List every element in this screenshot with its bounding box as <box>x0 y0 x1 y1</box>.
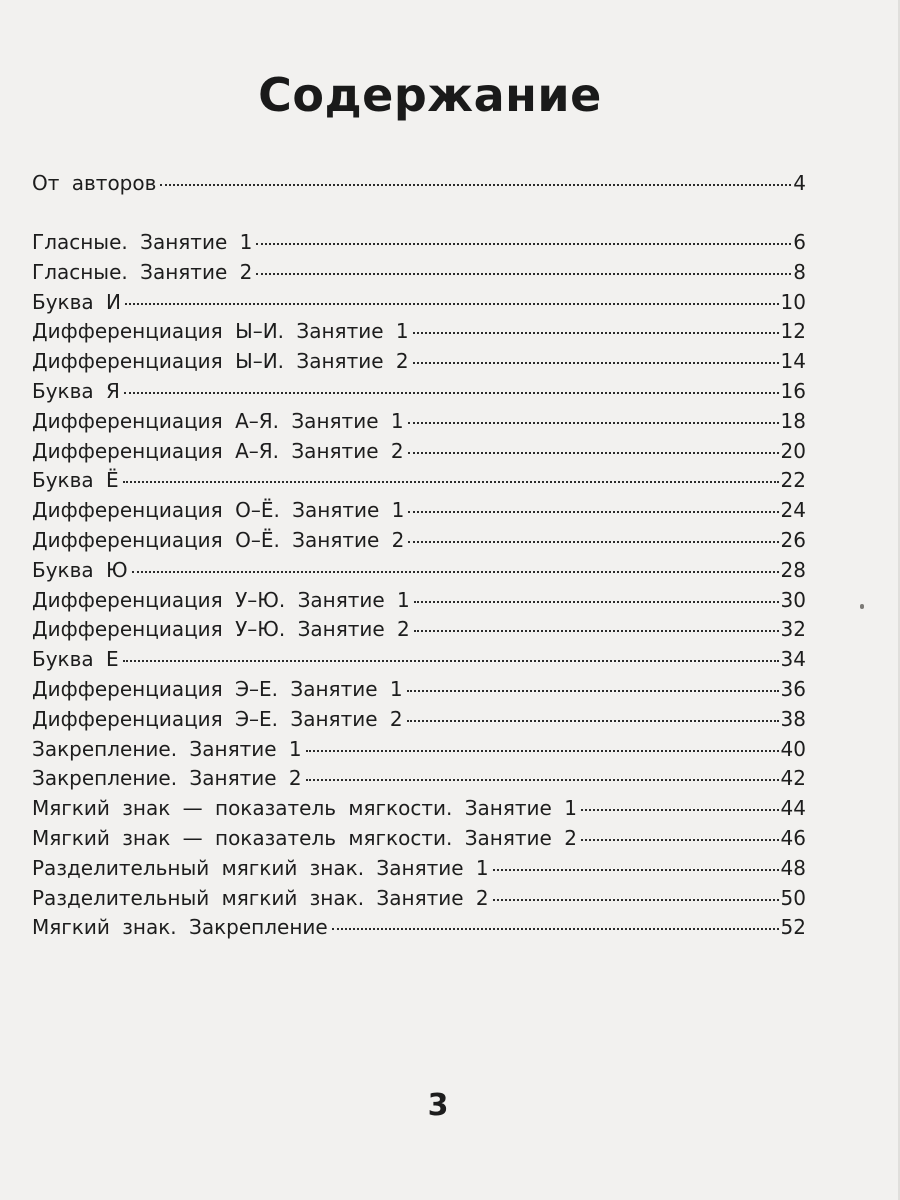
toc-entry-title: Буква Е <box>32 647 119 671</box>
toc-entry-title: Буква Ё <box>32 468 119 492</box>
toc-entry-title: Гласные. Занятие 2 <box>32 260 253 284</box>
dot-leader <box>160 184 791 186</box>
dot-leader <box>408 541 778 543</box>
toc-entry <box>32 734 806 764</box>
toc-entry <box>32 495 806 525</box>
toc-entry <box>32 436 806 466</box>
print-speck <box>860 604 864 609</box>
toc-entry-title: Дифференциация Ы–И. Занятие 1 <box>32 319 409 343</box>
dot-leader <box>306 779 779 781</box>
toc-entry <box>32 525 806 555</box>
toc-entry-page: 20 <box>780 439 806 463</box>
toc-entry-page: 12 <box>780 319 806 343</box>
dot-leader <box>408 422 779 424</box>
toc-entry-page: 36 <box>780 677 806 701</box>
toc-entry-title: Буква И <box>32 290 121 314</box>
toc-entry <box>32 465 806 495</box>
toc-entry <box>32 227 806 257</box>
toc-entry-title: Разделительный мягкий знак. Занятие 1 <box>32 856 489 880</box>
toc-entry <box>32 346 806 376</box>
toc-entry <box>32 555 806 585</box>
dot-leader <box>408 511 778 513</box>
toc-entry <box>32 257 806 287</box>
toc-entry <box>32 793 806 823</box>
page-title: Содержание <box>258 68 602 122</box>
dot-leader <box>413 362 779 364</box>
toc-entry-page: 34 <box>780 647 806 671</box>
toc-entry-page: 38 <box>780 707 806 731</box>
toc-entry-page: 44 <box>780 796 806 820</box>
toc-entry-page: 6 <box>793 230 806 254</box>
toc-entry-title: Дифференциация Ы–И. Занятие 2 <box>32 349 409 373</box>
toc-entry <box>32 704 806 734</box>
toc-entry-page: 32 <box>780 617 806 641</box>
toc-entry-title: Разделительный мягкий знак. Занятие 2 <box>32 886 489 910</box>
toc-entry-page: 50 <box>780 886 806 910</box>
toc-entry-page: 30 <box>780 588 806 612</box>
toc-entry-title: Дифференциация Э–Е. Занятие 1 <box>32 677 403 701</box>
toc-entry <box>32 644 806 674</box>
toc-entry-title: Дифференциация А–Я. Занятие 1 <box>32 409 404 433</box>
toc-entry-title: Дифференциация У–Ю. Занятие 1 <box>32 588 410 612</box>
toc-entry-page: 52 <box>780 915 806 939</box>
page-number: 3 <box>427 1088 449 1123</box>
toc-entry-title: Мягкий знак. Закрепление <box>32 915 328 939</box>
dot-leader <box>306 750 779 752</box>
dot-leader <box>124 392 779 394</box>
dot-leader <box>123 481 779 483</box>
toc-entry-title: Буква Я <box>32 379 120 403</box>
toc-entry <box>32 883 806 913</box>
toc-entry-page: 40 <box>780 737 806 761</box>
toc-entry-title: Закрепление. Занятие 1 <box>32 737 302 761</box>
toc-entry <box>32 614 806 644</box>
toc-entry <box>32 316 806 346</box>
toc-entry-title: Мягкий знак — показатель мягкости. Занятие 1 <box>32 796 577 820</box>
dot-leader <box>125 303 779 305</box>
toc-entry <box>32 763 806 793</box>
toc-entry <box>32 912 806 942</box>
toc-entry-page: 16 <box>780 379 806 403</box>
toc-entry-title: Дифференциация О–Ё. Занятие 1 <box>32 498 405 522</box>
toc-entry <box>32 406 806 436</box>
dot-leader <box>414 630 779 632</box>
dot-leader <box>407 720 779 722</box>
dot-leader <box>256 243 791 245</box>
dot-leader <box>493 899 779 901</box>
dot-leader <box>581 809 779 811</box>
dot-leader <box>413 332 779 334</box>
toc-entry <box>32 823 806 853</box>
toc-entry-title: Дифференциация О–Ё. Занятие 2 <box>32 528 405 552</box>
toc-entry-page: 18 <box>780 409 806 433</box>
toc-entry-page: 28 <box>780 558 806 582</box>
toc-entry-title: Дифференциация У–Ю. Занятие 2 <box>32 617 410 641</box>
toc-entry-page: 46 <box>780 826 806 850</box>
toc-entry-page: 10 <box>780 290 806 314</box>
toc-entry-page: 24 <box>780 498 806 522</box>
toc-entry-page: 26 <box>780 528 806 552</box>
toc-entry-page: 4 <box>793 171 806 195</box>
dot-leader <box>123 660 779 662</box>
toc-entry-title: Буква Ю <box>32 558 128 582</box>
toc-entry <box>32 674 806 704</box>
toc-entry <box>32 376 806 406</box>
dot-leader <box>332 928 779 930</box>
toc-entry <box>32 287 806 317</box>
toc-entry <box>32 585 806 615</box>
dot-leader <box>408 452 779 454</box>
toc-entry-page: 22 <box>780 468 806 492</box>
dot-leader <box>407 690 779 692</box>
toc-entry-title: Дифференциация А–Я. Занятие 2 <box>32 439 404 463</box>
toc-entry-title: От авторов <box>32 171 157 195</box>
toc-entry-title: Мягкий знак — показатель мягкости. Занятие 2 <box>32 826 577 850</box>
dot-leader <box>581 839 779 841</box>
toc-entry <box>32 853 806 883</box>
dot-leader <box>256 273 791 275</box>
toc-entry-title: Закрепление. Занятие 2 <box>32 766 302 790</box>
toc-entry-page: 42 <box>780 766 806 790</box>
dot-leader <box>493 869 779 871</box>
toc-entry-title: Дифференциация Э–Е. Занятие 2 <box>32 707 403 731</box>
toc-entry-page: 48 <box>780 856 806 880</box>
toc-entry-page: 8 <box>793 260 806 284</box>
toc-entry <box>32 168 806 198</box>
dot-leader <box>414 601 779 603</box>
dot-leader <box>132 571 779 573</box>
toc-entry-title: Гласные. Занятие 1 <box>32 230 253 254</box>
toc-entry-page: 14 <box>780 349 806 373</box>
